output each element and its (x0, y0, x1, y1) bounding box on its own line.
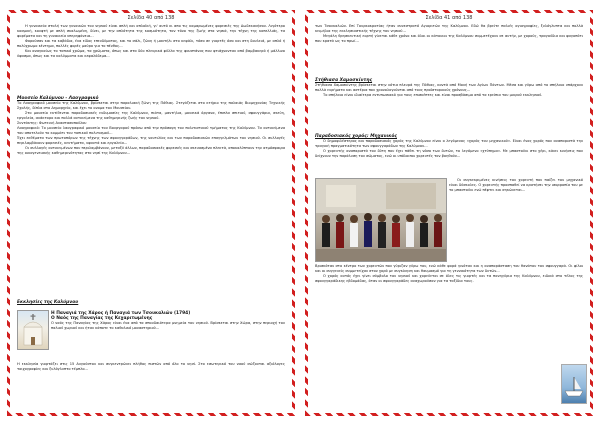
paragraph: Λαογραφικό: Το μουσείο λαογραφικό μουσείο του Βουργαρού πρόσω από την πρόσοψη του πολιτιστικού τμήματος της Καλύμνου. Τα αντικείμενα του αποτελούν το κομμάτι του τοπικού πολιτισμού... (17, 126, 285, 135)
paragraph: Οι συγκεκριμένες κινήσεις του χορευτή που παίζει τον μηχανικό είναι δύσκολες. Ο χορευτής προσπαθεί να κρατήσει την ισορροπία του με το μπαστούνι ενώ πέφτει και σηκώνεται... (449, 178, 583, 192)
left-page (7, 10, 295, 416)
paragraph: Στήθιασα Χαμοσκίντης βρίσκεται στην νότια πλευρά της Πόθιας, κοντά από Μονή των Αγίων Πάντων. Μέσα και γύρω από το σπήλαιο υπάρχουν πολλά ευρήματα και αστέρια που χρονολογούνται από τους προϊστορικούς χρόνους... (315, 83, 583, 92)
paragraph: των Τσουκαλιών. Επί Τουρκοκρατίας ήταν συνεστρατό Αγιοριτών της Καλύμνου. Εδώ θα βρείτε παλιές αγιογραφίες, ξυλόγλυπτα και πολλά κειμήλια της εκκλησιαστικής τέχνης του νησιού... (315, 24, 583, 33)
church-illustration (18, 311, 48, 349)
heading-churches: Εκκλησίες της Καλύμνου (17, 300, 79, 305)
paragraph: Το Λαογραφικό μουσείο της Καλύμνου, βρίσκεται στην παραλιακή ζώνη της Πόθιας. Στεγάζεται στο κτήριο της παλαιάς Βιομηχανίας Τεχνικής Σχολής, δίπλα στο Δημαρχείο, και έχει το ονομα του Μουσείου. (17, 101, 285, 110)
cave-section (315, 78, 583, 98)
museum-section (17, 96, 285, 156)
paragraph: Και αναγκαίως το τοπικό χρώμα, τα χρώματα, όπως και στα δύο πλευρικά φύλλα της φουστάνας που φτιάχνονταν από βαμβακερό ή μάλλινο ύφασμα, όπως και τα καλύμματα και κεφαλόδεμα... (17, 49, 285, 58)
boat-illustration (562, 365, 586, 403)
churches-section-cont (17, 362, 285, 372)
paragraph: Βρισκόταν στο κέντρο των χορευτών που γύριζαν γύρω του, ενώ κάθε φορά γινόταν και η αναπαράσταση του θανάτου του σφουγγαρά. Οι φίλοι και οι συγγενείς συμμετείχαν στον χορό με συγκίνηση και θαυμασμό για τη γενναιότητα των δυτών... (315, 264, 583, 273)
left-page-number: Σελίδα 40 από 138 (127, 15, 175, 21)
paragraph: Φορούσαν και τα καβάδια, ένα είδος επενδύματος, και το σάλι, ζώνη ή μαντήλι στο κεφάλι, τόσο σε γιορτές όσο και στη δουλειά, με απλό ή πολύχρωμο κέντημα, πολλές φορές μαύρο για το πένθος... (17, 39, 285, 48)
paragraph: Ο δημοφιλέστερος και παραδοσιακός χορός της Καλύμνου είναι ο λεγόμενος «χορός του μηχανικού». Είναι ένας χορός που αναπαριστά την τραγική πραγματικότητα των σφουγγαράδων της Καλύμνου... (315, 139, 583, 148)
boats-photo (561, 364, 587, 404)
paragraph: Η εκκλησία γιορτάζει στις 15 Αυγούστου και συγκεντρώνει πλήθος πιστών από όλο το νησί. Στο εσωτερικό του ναού σώζονται αξιόλογες τοιχογραφίες και ξυλόγλυπτο τέμπλο... (17, 362, 285, 371)
left-intro-text (17, 24, 285, 59)
paragraph: Έχει εκθέματα των πρωτοπόρων της τέχνης των σφουγγαράδων, της ναυτιλίας και των παραδοσιακών επαγγελμάτων του νησιού. Οι συλλογές περιλαμβάνουν φορεσιές, κεντήματα, υφαντά και εργαλεία... (17, 136, 285, 145)
churches-section (51, 311, 285, 331)
church-title-2: Ο Ναός της Παναγίας της Κεχαριτωμένης (51, 316, 153, 321)
church-photo (17, 310, 49, 350)
paragraph: Η γυναικεία στολή των γυναικών του νησιού είναι απλή και απλοϊκή, γι' αυτό κι απο τις καμαρωμένες φορεσιές της Δωδεκανήσου. Λιγότερο κοσμική, κουφτή με απλή σκαλωμένη, δίνει, με την απλότητα της κοσμιότητα, τον τόνο της ζωής στα νησιά, την τέχνη της κοπελλιάς, τα φορέματα και τη γυναικεία υπερηφάνεια... (17, 24, 285, 38)
paragraph: Οι συλλογές αντικειμένων που περιλαμβάνουν, μεταξύ άλλων, παραδοσιακές φορεσιές και σκευασμένα πλεκτά, αποκαλύπτουν την ατμόσφαιρα της οικογενειακής καθημερινότητας στο νησί της Καλύμνου... (17, 146, 285, 155)
dance-photo (315, 178, 447, 262)
churches-heading-block (17, 300, 285, 305)
paragraph: Στο μουσείο εκτίθενται παραδοσιακές ενδυμασίες της Καλύμνου, πιάτα, μαντήλια, μουσικά όργανα, έπιπλα σπιτιού, σφουγγάρια, σκεύη, εργαλεία, ανάκτορο και πολλά αντικείμενα της καθημερινής ζωής του νησιού. (17, 111, 285, 120)
paragraph: Συντάκτης: Φωτεινή Αναστασοπούλου (17, 121, 87, 125)
dance-section (315, 134, 583, 159)
dancers-illustration (316, 179, 446, 261)
heading-cave: Στήθιασα Χαμοσκίντης (315, 78, 373, 83)
left-page-border (7, 10, 295, 416)
heading-museum: Μουσείο Καλύμνου - Λαογραφικό (17, 96, 99, 101)
paragraph: Ο χορός αυτός έχει γίνει σύμβολο του νησιού και χορεύεται σε όλες τις γιορτές και τα πανηγύρια της Καλύμνου, ειδικά στο τέλος της σφουγγαράδικης εβδομάδας, όταν οι σφουγγαράδες αναχωρούσαν για τα ταξίδια τους. (315, 274, 583, 283)
right-page-number: Σελίδα 41 από 138 (425, 15, 473, 21)
paragraph: Ο χορευτής αναπαριστά τον δύτη που έχει πάθει τη νόσο των δυτών, το λεγόμενο «χτύπημα». Με μπαστούνι στο χέρι, κάνει κινήσεις που δείχνουν την παράλυση του σώματος, ενώ οι υπόλοιποι χορευτές τον βοηθούν... (315, 149, 583, 158)
paragraph: Ο ναός της Παναγίας της Χάρος είναι ένα από τα σπουδαιότερα μνημεία του νησιού. Βρίσκεται στην Χώρα, στην περιοχή του παλιού χωριού και ήταν κάποτε το καθολικό μοναστηριού... (51, 321, 285, 330)
heading-dance: Παραδοσιακός χορός: Μηχανικός (315, 134, 397, 139)
paragraph: Το σπήλαιο είναι ιδιαίτερα εντυπωσιακό για τους επισκέπτες και είναι προσβάσιμο από τα ερείπια του μικρού εκκλησιού. (323, 93, 543, 97)
dance-text-beside-photo (449, 178, 583, 193)
church-title-1: Η Παναγιά της Χάρος ή Παναγιά των Τσουκαλιών (1794) (51, 311, 191, 316)
paragraph: Μεγάλη θρησκευτική εορτή γίνεται κάθε χρόνο και όλοι οι κάτοικοι της Καλύμνου συμμετέχουν σε αυτήν, με χορούς, τραγούδια και φαγοπότι που κρατά ως το πρωί... (315, 34, 583, 43)
dance-text-below (315, 264, 583, 284)
right-page (305, 10, 593, 416)
right-top-text (315, 24, 583, 44)
